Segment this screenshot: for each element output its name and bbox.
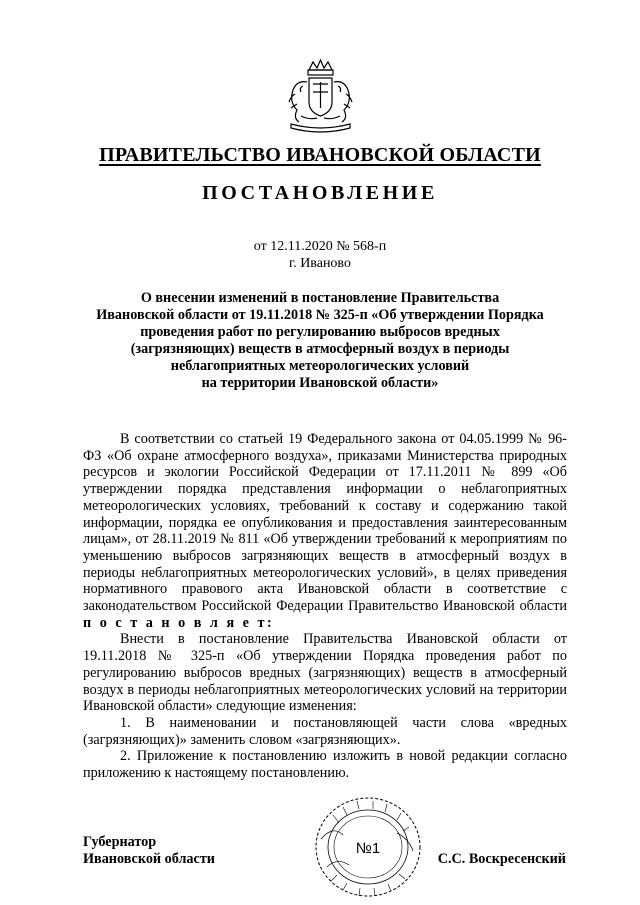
signatory-name: С.С. Воскресенский [437,851,566,867]
coat-of-arms-emblem [283,58,358,138]
amendment-item-2: 2. Приложение к постановлению изложить в новой редакции согласно приложению к настоящему постановлению. [83,748,567,782]
decree-body [83,431,567,782]
official-seal-stamp [313,795,423,900]
intro-paragraph: Внести в постановление Правительства Ивановской области от 19.11.2018 № 325-п «Об утверждении Порядка проведения работ по регулированию выбросов вредных (загрязняющих) веществ в атмосферный воздух в периоды неблагоприятных метеорологических условий на территории Ивановской области» следующие изменения: [83,631,567,715]
subject-line: на территории Ивановской области» [201,375,439,391]
amendment-item-1: 1. В наименовании и постановляющей части слова «вредных (загрязняющих)» заменить словом «загрязняющих». [83,714,567,748]
signatory-title-line-1: Губернатор [83,834,157,850]
subject-line: О внесении изменений в постановление Правительства [140,290,500,306]
preamble-paragraph: В соответствии со статьей 19 Федерального закона от 04.05.1999 № 96-ФЗ «Об охране атмосферного воздуха», приказами Министерства природных ресурсов и экологии Российской Федерации от 17.11.2011 № 899 «Об утверждении порядка представления информации о неблагоприятных метеорологических условиях, требований к составу и содержанию такой информации, порядка ее опубликования и предоставления заинтересованным лицам», от 28.11.2019 № 811 «Об утверждении требований к мероприятиям по уменьшению выбросов загрязняющих веществ в атмосферный воздух в периоды неблагоприятных метеорологических условий», в целях приведения нормативного правового акта Ивановской области в соответствие с законодательством Российской Федерации Правительство Ивановской области п о с т а н о в л я е т: [83,431,567,631]
stamp-number: №1 [355,840,381,857]
document-type-title: ПОСТАНОВЛЕНИЕ [202,182,438,204]
subject-line: проведения работ по регулированию выбросов вредных [140,324,500,340]
date-and-place [0,238,640,272]
decree-subject [78,290,562,392]
city: г. Иваново [289,256,351,271]
signatory-title-line-2: Ивановской области [83,851,215,867]
subject-line: (загрязняющих) веществ в атмосферный воздух в периоды [130,341,510,357]
subject-line: Ивановской области от 19.11.2018 № 325-п «Об утверждении Порядка [96,307,544,323]
resolves-keyword: п о с т а н о в л я е т: [83,614,275,631]
signatory-title [83,834,215,868]
date-number: от 12.11.2020 № 568-п [253,239,387,254]
government-title: ПРАВИТЕЛЬСТВО ИВАНОВСКОЙ ОБЛАСТИ [99,144,541,166]
subject-line: неблагоприятных метеорологических условий [170,358,470,374]
